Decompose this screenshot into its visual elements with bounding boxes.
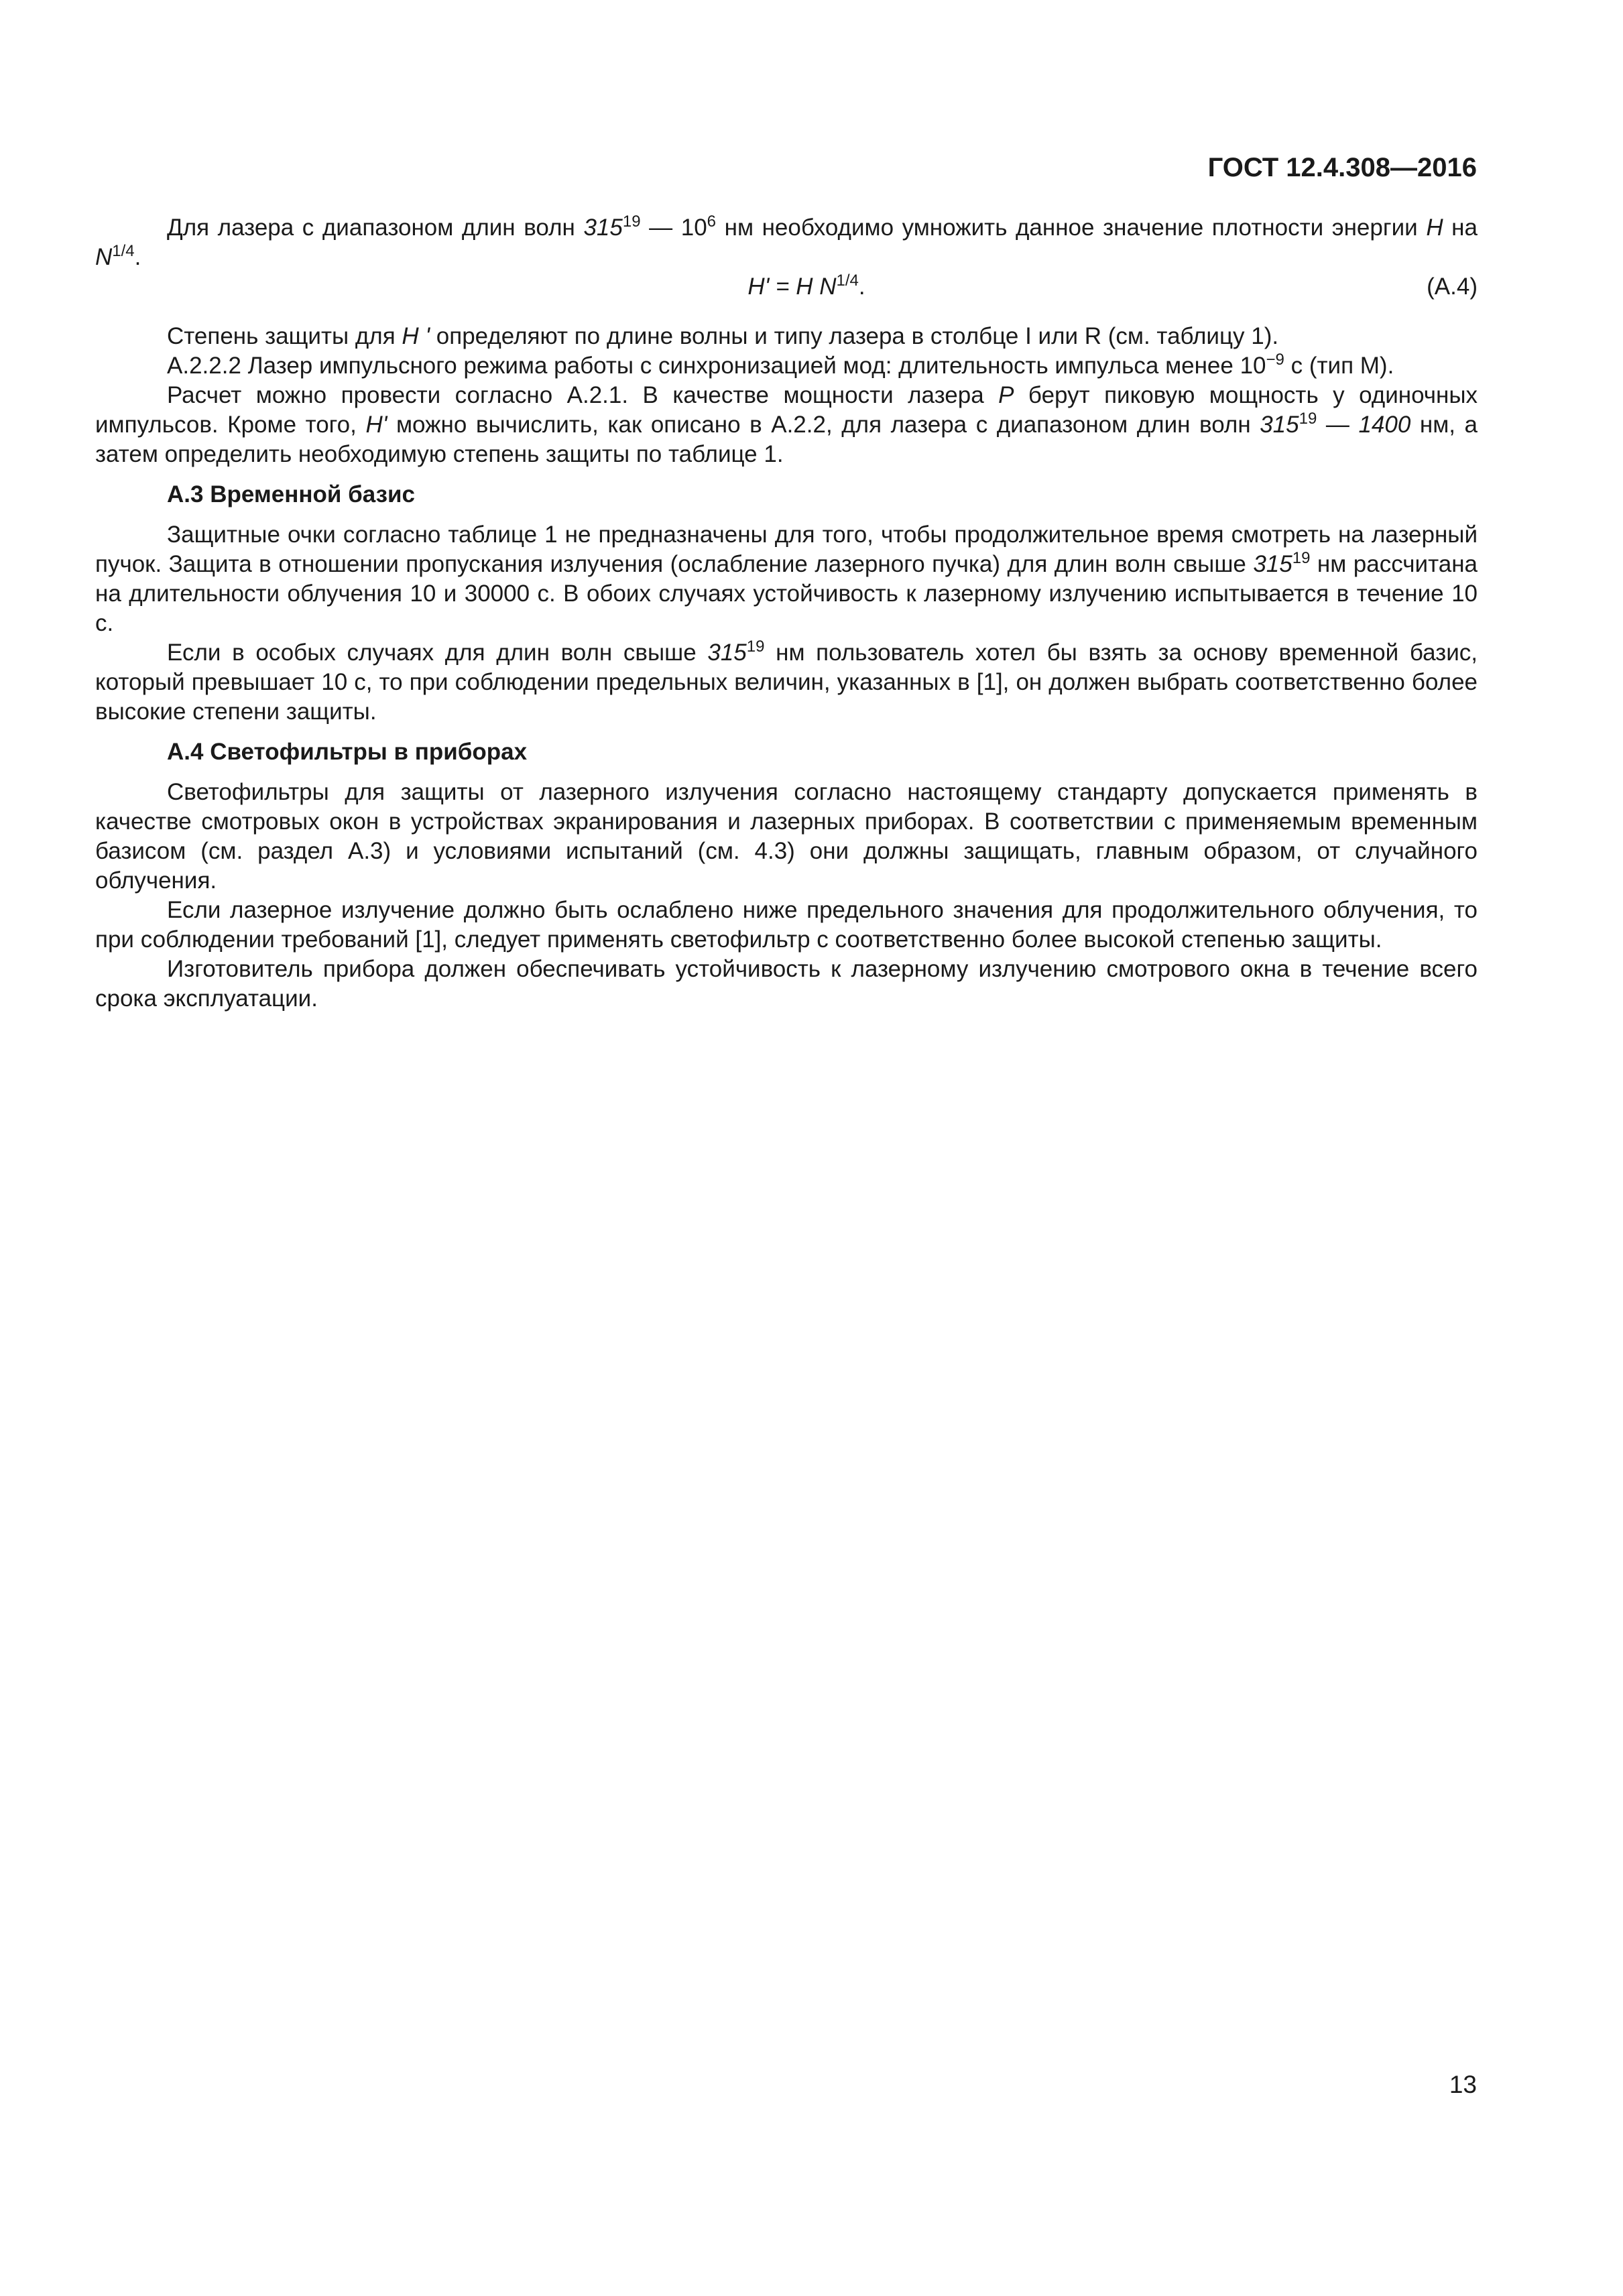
section-heading-a3: А.3 Временной базис (167, 481, 415, 507)
paragraph-time-basis: Если в особых случаях для длин волн свыше $315^{19}$ нм пользователь хотел бы взять за основу временной базис, который превышает 10 с, то при соблюдении предельных величин, указанных в [1], он должен выбрать соответственно более высокие степени защиты. (95, 638, 1478, 725)
section-heading-a4: А.4 Светофильтры в приборах (167, 739, 528, 765)
page-content (95, 213, 1478, 1014)
document-id-header: ГОСТ 12.4.308—2016 (1207, 153, 1477, 182)
paragraph-manufacturer: Изготовитель прибора должен обеспечивать устойчивость к лазерному излучению смотрового окна в течение всего срока эксплуатации. (95, 956, 1478, 1012)
paragraph-energy-multiplier: Для лазера с диапазоном длин волн $315^{19}$ — $10^6$ нм необходимо умножить данное значение плотности энергии H на $N^{1/4}$. (95, 213, 1478, 270)
paragraph-goggles: Защитные очки согласно таблице 1 не предназначены для того, чтобы продолжительное время смотреть на лазерный пучок. Защита в отношении пропускания излучения (ослабление лазерного пучка) для длин волн свыше $315^{19}$ нм рассчитана на длительности облучения 10 и 30000 с. В обоих случаях устойчивость к лазерному излучению испытывается в течение 10 с. (95, 522, 1478, 636)
paragraph-calculation: Расчет можно провести согласно А.2.1. В качестве мощности лазера P берут пиковую мощность у одиночных импульсов. Кроме того, H' можно вычислить, как описано в А.2.2, для лазера с диапазоном длин волн $315^{19}$ — 1400 нм, а затем определить необходимую степень защиты по таблице 1. (95, 382, 1478, 467)
formula-number: (А.4) (1427, 274, 1478, 300)
formula-expression: H' = H N (747, 274, 837, 300)
paragraph-filters: Светофильтры для защиты от лазерного излучения согласно настоящему стандарту допускается применять в качестве смотровых окон в устройствах экранирования и лазерных приборах. В соответствии с применяемым временным базисом (см. раздел А.3) и условиями испытаний (см. 4.3) они должны защищать, главным образом, от случайного облучения. (95, 779, 1478, 894)
page-number: 13 (1449, 2071, 1477, 2098)
paragraph-protection-degree: Степень защиты для H ' определяют по длине волны и типу лазера в столбце I или R (см. таблицу 1). (167, 323, 1279, 349)
paragraph-a2-2-2: А.2.2.2 Лазер импульсного режима работы с синхронизацией мод: длительность импульса менее $10^{-9}$ с (тип М). (167, 351, 1394, 379)
paragraph-attenuation: Если лазерное излучение должно быть ослаблено ниже предельного значения для продолжительного облучения, то при соблюдении требований [1], следует применять светофильтр с соответственно более высокой степенью защиты. (95, 897, 1478, 953)
formula-a4: H' = H $N^{1/4}$. (А.4) (95, 272, 1478, 302)
